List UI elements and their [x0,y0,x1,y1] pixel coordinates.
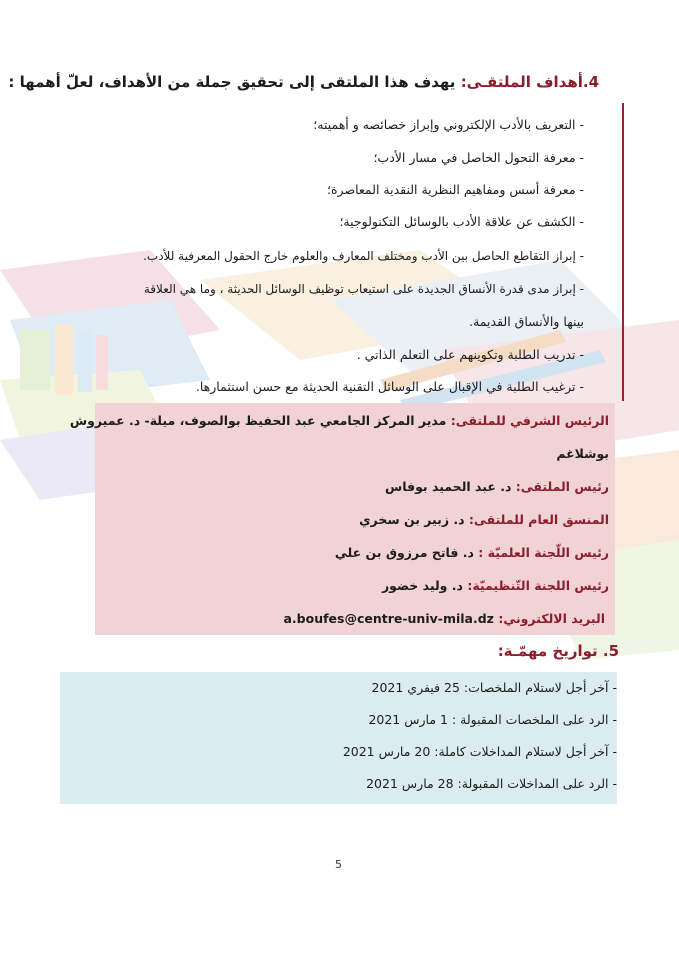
goal-item: - إبراز مدى قدرة الأنساق الجديدة على استيعاب توظيف الوسائل الحديثة ، وما هي العلاقة [143,282,584,296]
organizing-committee-label: رئيس اللجنة التّنظيميّة: [467,578,609,593]
honorary-president-row [70,413,609,428]
goal-item: - معرفة أسس ومفاهيم النظرية النقدية المعاصرة؛ [327,182,584,197]
chair-value: د. عبد الحميد بوفاس [384,479,512,494]
scientific-committee-label: رئيس اللّجنة العلميّة : [478,545,609,560]
section-4-label: أهداف الملتقـى: [460,73,583,91]
goal-item: - إبراز التقاطع الحاصل بين الأدب ومختلف المعارف والعلوم خارج الحقول المعرفية للأدب. [143,249,584,263]
scientific-committee-value: د. فاتح مرزوق بن علي [334,545,474,560]
email-label: البريد الالكتروني: [498,611,605,626]
coordinator-label: المنسق العام للملتقى: [468,512,609,527]
coordinator-value: د. زبير بن سخري [359,512,465,527]
section-4-intro: يهدف هذا الملتقى إلى تحقيق جملة من الأهداف، لعلّ أهمها : [8,73,456,91]
date-item: - الرد على المداخلات المقبولة: 28 مارس 2021 [366,776,617,791]
organizing-committee-row [382,578,609,593]
section-4-number: 4. [582,73,599,91]
goal-item: بينها والأنساق القديمة. [469,314,584,329]
officials-box [69,403,615,635]
scientific-committee-row [335,545,609,560]
goal-item: - تدريب الطلبة وتكوينهم على التعلم الذاتي . [356,347,584,362]
section-4-heading [8,70,599,94]
honorary-president-value: مدير المركز الجامعي عبد الحفيظ بوالصوف، ميلة- د. عميروش [69,413,447,428]
chair-row [385,479,609,494]
email-row [283,611,605,626]
email-value[interactable]: a.boufes@centre-univ-mila.dz [283,611,494,626]
chair-label: رئيس الملتقى: [515,479,609,494]
honorary-president-value-cont: بوشلاغم [556,446,609,461]
date-item: - آخر أجل لاستلام الملخصات: 25 فيفري 2021 [371,680,617,695]
goal-item: - التعريف بالأدب الإلكتروني وإبراز خصائصه و أهميته؛ [313,117,584,132]
goal-item: - ترغيب الطلبة في الإقبال على الوسائل التقنية الحديثة مع حسن استثمارها. [195,379,584,394]
honorary-president-row-cont [556,446,609,461]
goal-item: - معرفة التحول الحاصل في مسار الأدب؛ [373,150,584,165]
goal-item: - الكشف عن علاقة الأدب بالوسائل التكنولوجية؛ [339,214,584,229]
organizing-committee-value: د. وليد خضور [381,578,463,593]
dates-box [60,672,617,804]
coordinator-row [359,512,609,527]
date-item: - الرد على الملخصات المقبولة : 1 مارس 2021 [368,712,617,727]
section-5-heading: 5. تواريخ مهمّـة: [497,642,619,660]
honorary-president-label: الرئيس الشرفي للملتقى: [450,413,609,428]
date-item: - آخر أجل لاستلام المداخلات كاملة: 20 مارس 2021 [342,744,617,759]
page-number: 5 [335,858,342,871]
